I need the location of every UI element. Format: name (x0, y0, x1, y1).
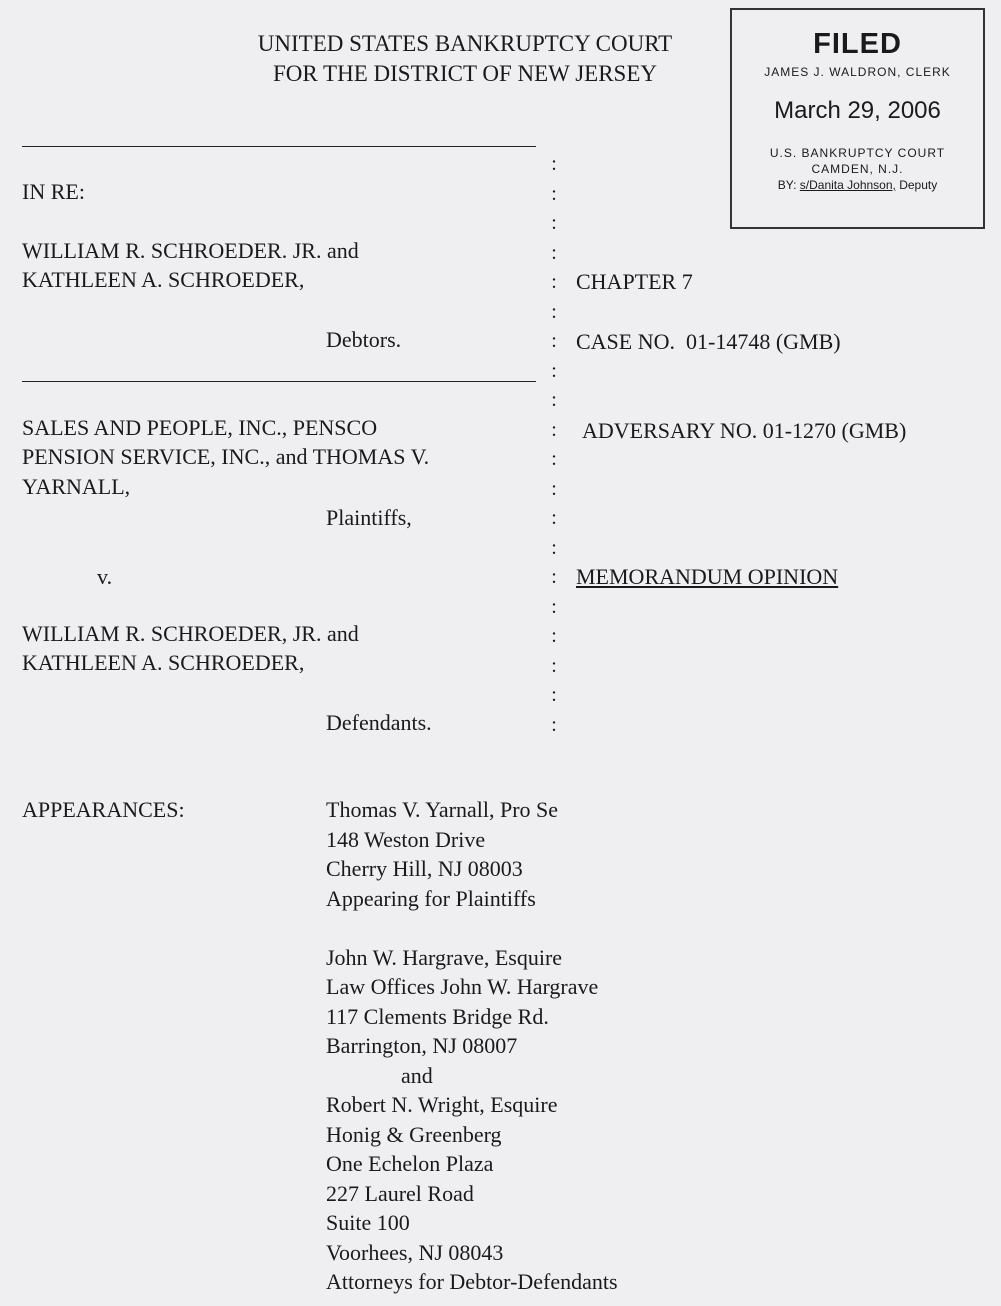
stamp-by-line (732, 177, 983, 193)
defendant-line-1: WILLIAM R. SCHROEDER, JR. and (22, 621, 359, 646)
appearance-line: Suite 100 (326, 1210, 410, 1235)
court-name: UNITED STATES BANKRUPTCY COURT (257, 31, 673, 56)
appearance-line: Honig & Greenberg (326, 1121, 502, 1147)
plaintiffs-label: Plaintiffs, (326, 505, 412, 530)
plaintiff-line-1: SALES AND PEOPLE, INC., PENSCO (22, 415, 378, 440)
stamp-date: March 29, 2006 (774, 97, 941, 124)
appearances-list (326, 795, 618, 1297)
document-title: MEMORANDUM OPINION (576, 564, 839, 589)
appearance-line: Appearing for Plaintiffs (326, 885, 536, 911)
defendants-label: Defendants. (326, 710, 432, 735)
filed-stamp (730, 8, 985, 229)
appearance-spacer (326, 913, 618, 943)
defendant-line-2: KATHLEEN A. SCHROEDER, (22, 650, 305, 675)
appearance-line: 148 Weston Drive (326, 826, 486, 852)
stamp-clerk: JAMES J. WALDRON, CLERK (764, 65, 951, 79)
debtor-line-1: WILLIAM R. SCHROEDER. JR. and (22, 238, 359, 263)
court-header (205, 29, 725, 89)
stamp-court-line2: CAMDEN, N.J. (811, 162, 904, 176)
case-number: CASE NO. 01-14748 (GMB) (576, 329, 841, 354)
court-district: FOR THE DISTRICT OF NEW JERSEY (272, 61, 657, 86)
appearance-line: Law Offices John W. Hargrave (326, 974, 599, 999)
appearance-line: John W. Hargrave, Esquire (326, 944, 563, 970)
appearance-line: 117 Clements Bridge Rd. (326, 1003, 549, 1029)
appearance-line: Robert N. Wright, Esquire (326, 1092, 558, 1117)
caption-rule-middle (22, 381, 536, 382)
caption-colon-column: : : : : : : : : : : : : : : : : : : : : (551, 153, 557, 736)
debtors-label: Debtors. (326, 327, 402, 352)
caption-rule-top (22, 146, 536, 147)
plaintiff-line-2: PENSION SERVICE, INC., and THOMAS V. (22, 444, 430, 469)
in-re-label: IN RE: (22, 179, 85, 204)
debtor-line-2: KATHLEEN A. SCHROEDER, (22, 267, 305, 292)
appearance-line: 227 Laurel Road (326, 1180, 474, 1206)
stamp-filed: FILED (813, 28, 902, 60)
appearance-line: Voorhees, NJ 08043 (326, 1239, 504, 1265)
appearance-line: Thomas V. Yarnall, Pro Se (326, 797, 559, 822)
plaintiff-line-3: YARNALL, (22, 474, 131, 499)
stamp-by-prefix: BY: (777, 178, 797, 192)
appearance-line: Attorneys for Debtor-Defendants (326, 1269, 618, 1294)
appearance-line: Cherry Hill, NJ 08003 (326, 856, 523, 881)
stamp-signature: s/Danita Johnson, (799, 178, 896, 192)
appearances-label: APPEARANCES: (22, 797, 185, 822)
appearance-line: Barrington, NJ 08007 (326, 1033, 518, 1058)
stamp-by-suffix: Deputy (899, 178, 938, 192)
appearance-line: and (401, 1062, 433, 1088)
versus-label: v. (97, 564, 113, 589)
chapter-label: CHAPTER 7 (576, 269, 693, 294)
appearance-line: One Echelon Plaza (326, 1151, 494, 1176)
adversary-number: ADVERSARY NO. 01-1270 (GMB) (582, 418, 907, 443)
stamp-court-line1: U.S. BANKRUPTCY COURT (769, 146, 946, 160)
